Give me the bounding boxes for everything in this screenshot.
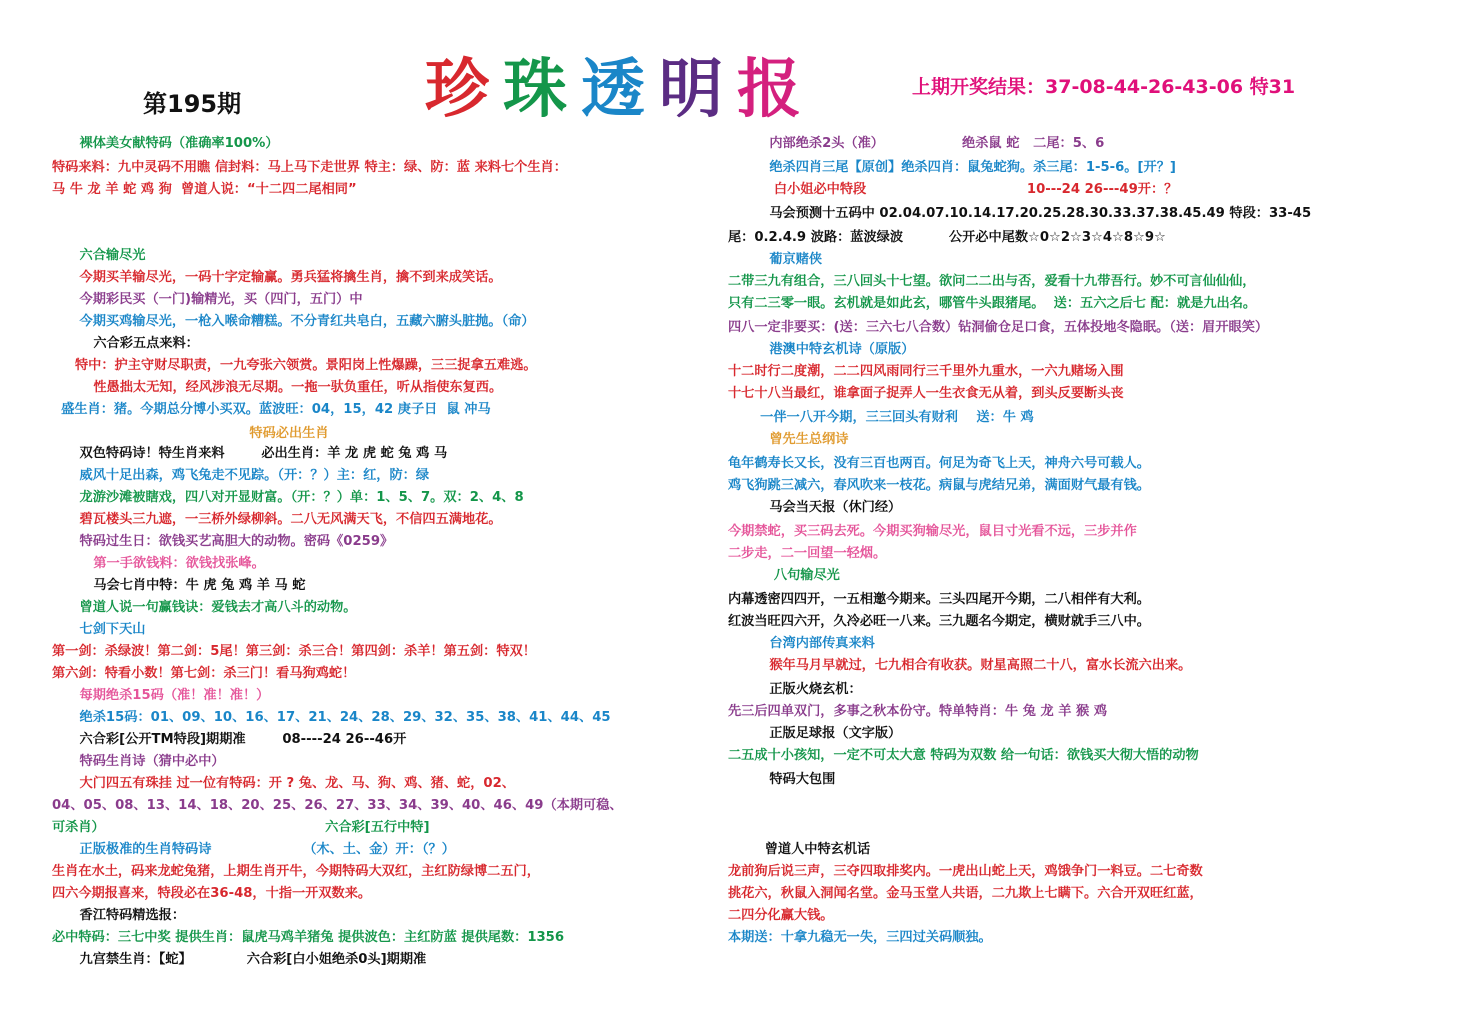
right-text-line: 马会预测十五码中 02.04.07.10.14.17.20.25.28.30.33.37.38.45.49 特段：33-45 xyxy=(728,206,1312,221)
left-text-line: 性愚拙太无知，经风涉浪无尽期。一拖一驮负重任，听从指使东复西。 xyxy=(52,380,503,395)
left-text-line: 特中：护主守财尽职责，一九夸张六领赏。景阳岗上性爆躁，三三捉拿五难逃。 xyxy=(52,358,537,373)
left-text-line: 每期绝杀15码（准！准！准！） xyxy=(52,688,270,703)
right-text-line: 曾先生总纲诗 xyxy=(728,432,849,447)
left-text-line: 六合彩五点来料： xyxy=(52,336,199,351)
left-text-line: 今期买羊输尽光，一码十字定输赢。勇兵猛将擒生肖，擒不到来成笑话。 xyxy=(52,270,502,285)
newspaper-title xyxy=(425,38,815,130)
left-text-line: 绝杀15码：01、09、10、16、17、21、24、28、29、32、35、38、41、44、45 xyxy=(52,710,611,725)
last-draw-result: 上期开奖结果：37-08-44-26-43-06 特31 xyxy=(912,76,1296,98)
left-text-line: 威风十足出森，鸡飞兔走不见踪。（开：？）主：红，防：绿 xyxy=(52,468,430,483)
left-text-line: 今期买鸡输尽光，一枪入喉命糟糕。不分青红共皂白，五藏六腑头脏抛。（命） xyxy=(52,314,535,329)
left-text-line: 裸体美女献特码（准确率100%） xyxy=(52,136,279,151)
title-char-2: 珠 xyxy=(503,52,569,127)
right-text-line: 尾：0.2.4.9 波路：蓝波绿波 公开必中尾数☆0☆2☆3☆4☆8☆9☆ xyxy=(728,230,1166,245)
right-text-line: 二步走，二一回望一轻烟。 xyxy=(728,546,887,561)
right-text-line: 龙前狗后说三声，三夺四取排奖内。一虎出山蛇上天，鸡饿争门一料豆。二七奇数 xyxy=(728,864,1203,879)
left-text-line: 特码生肖诗（猜中必中） xyxy=(52,754,225,769)
right-text-line: 内部绝杀2头（准） 绝杀鼠 蛇 二尾：5、6 xyxy=(728,136,1105,151)
left-text-line: 特码必出生肖 xyxy=(52,426,329,441)
left-text-line: 双色特码诗！特生肖来料 必出生肖：羊 龙 虎 蛇 兔 鸡 马 xyxy=(52,446,448,461)
right-text-line: 十七十八当最红，谁拿面子捉弄人一生衣食无从着，到头反要断头丧 xyxy=(728,386,1124,401)
right-text-line: 先三后四单双门，多事之秋本份守。特单特肖：牛 兔 龙 羊 猴 鸡 xyxy=(728,704,1108,719)
left-text-line: 七剑下天山 xyxy=(52,622,146,637)
left-text-line: 龙游沙滩被瞎戏，四八对开显财富。（开：？）单：1、5、7。双：2、4、8 xyxy=(52,490,524,505)
right-text-line: 马会当天报（休门经） xyxy=(728,500,902,515)
right-text-line: 四八一定非要买：(送：三六七八合数）钻洞偷仓足口食，五体投地冬隐眠。（送：眉开眼笑） xyxy=(728,320,1269,335)
left-text-line: 六合输尽光 xyxy=(52,248,146,263)
left-text-line: 碧瓦楼头三九遮，一三桥外绿柳斜。二八无风满天飞，不信四五满地花。 xyxy=(52,512,502,527)
left-text-line: 大门四五有珠挂 过一位有特码：开 ? 兔、龙、马、狗、鸡、猪、蛇，02、 xyxy=(52,776,515,791)
title-char-1: 珍 xyxy=(425,52,491,127)
left-text-line: 可杀肖） 六合彩[五行中特] xyxy=(52,820,430,835)
left-text-line: 第一手欲钱料：欲钱找张峰。 xyxy=(52,556,265,571)
right-text-line: 龟年鹤寿长又长，没有三百也两百。何足为奇飞上天，神舟六号可载人。 xyxy=(728,456,1150,471)
left-text-line: 特码来料：九中灵码不用瞧 信封料：马上马下走世界 特主：绿、防：蓝 来料七个生肖： xyxy=(52,160,567,175)
left-text-line: 第一剑：杀绿波！第二剑：5尾！第三剑：杀三合！第四剑：杀羊！第五剑：特双！ xyxy=(52,644,536,659)
issue-number: 第195期 xyxy=(143,90,242,118)
right-text-line: 港澳中特玄机诗（原版） xyxy=(728,342,915,357)
left-text-line: 必中特码：三七中奖 提供生肖：鼠虎马鸡羊猪兔 提供波色：主红防蓝 提供尾数：1356 xyxy=(52,930,565,945)
right-text-line: 正版足球报（文字版） xyxy=(728,726,902,741)
left-text-line: 马 牛 龙 羊 蛇 鸡 狗 曾道人说：“十二四二尾相同” xyxy=(52,182,357,197)
right-text-line: 红波当旺四六开，久冷必旺一八来。三九题名今期定，横财就手三八中。 xyxy=(728,614,1150,629)
title-char-5: 报 xyxy=(737,52,803,127)
right-text-line: 内幕透密四四开，一五相邀今期来。三头四尾开今期，二八相伴有大利。 xyxy=(728,592,1150,607)
right-text-line: 猴年马月早就过，七九相合有收获。财星高照二十八，富水长流六出来。 xyxy=(728,658,1192,673)
right-text-line: 本期送：十拿九稳无一失，三四过关码顺独。 xyxy=(728,930,992,945)
right-text-line: 正版火烧玄机： xyxy=(728,682,862,697)
right-text-line: 鸡飞狗跳三减六，春风吹来一枝花。病鼠与虎结兄弟，满面财气最有钱。 xyxy=(728,478,1150,493)
left-text-line: 马会七肖中特：牛 虎 兔 鸡 羊 马 蛇 xyxy=(52,578,306,593)
left-text-line: 盛生肖：猪。今期总分博小买双。蓝波旺：04，15，42 庚子日 鼠 冲马 xyxy=(52,402,491,417)
right-text-line: 白小姐必中特段 10---24 26---49开：？ xyxy=(728,182,1178,197)
title-char-3: 透 xyxy=(581,52,647,127)
left-text-line: 正版极准的生肖特码诗 （木、土、金）开：（？） xyxy=(52,842,455,857)
right-text-line: 曾道人中特玄机话 xyxy=(728,842,871,857)
left-text-line: 特码过生日：欲钱买艺高胆大的动物。密码《0259》 xyxy=(52,534,394,549)
right-text-line: 二四分化赢大钱。 xyxy=(728,908,834,923)
left-text-line: 四六今期报喜来，特段必在36-48，十指一开双数来。 xyxy=(52,886,372,901)
left-text-line: 香江特码精选报： xyxy=(52,908,186,923)
left-text-line: 曾道人说一句赢钱诀：爱钱去才高八斗的动物。 xyxy=(52,600,357,615)
right-text-line: 葡京赌侠 xyxy=(728,252,823,267)
left-text-line: 第六剑：特看小数！第七剑：杀三门！看马狗鸡蛇！ xyxy=(52,666,356,681)
left-text-line: 六合彩[公开TM特段]期期准 08----24 26--46开 xyxy=(52,732,407,747)
right-text-line: 今期禁蛇，买三码去死。今期买狗输尽光，鼠目寸光看不远，三步并作 xyxy=(728,524,1137,539)
right-text-line: 二五成十小孩知，一定不可太大意 特码为双数 给一句话：欲钱买大彻大悟的动物 xyxy=(728,748,1199,763)
right-text-line: 八句输尽光 xyxy=(728,568,840,583)
right-text-line: 特码大包围 xyxy=(728,772,836,787)
left-text-line: 今期彩民买（一门)输精光，买（四门，五门）中 xyxy=(52,292,363,307)
right-text-line: 十二时行二度潮，二二四风雨同行三千里外九重水，一六九赌场入围 xyxy=(728,364,1124,379)
right-text-line: 一伴一八开今期，三三回头有财利 送：牛 鸡 xyxy=(728,410,1034,425)
left-text-line: 04、05、08、13、14、18、20、25、26、27、33、34、39、40、46、49（本期可稳、 xyxy=(52,798,623,813)
right-text-line: 绝杀四肖三尾【原创】绝杀四肖：鼠兔蛇狗。杀三尾：1-5-6。[开？] xyxy=(728,160,1176,175)
title-char-4: 明 xyxy=(659,52,725,127)
right-text-line: 二带三九有组合，三八回头十七望。欲问二二出与否，爱看十九带吾行。妙不可言仙仙仙， xyxy=(728,274,1256,289)
right-text-line: 只有二三零一眼。玄机就是如此玄，哪管牛头跟猪尾。 送：五六之后七 配：就是九出名。 xyxy=(728,296,1257,311)
left-text-line: 九宫禁生肖：【蛇】 六合彩[白小姐绝杀0头]期期准 xyxy=(52,952,427,967)
left-text-line: 生肖在水土，码来龙蛇兔猪，上期生肖开牛，今期特码大双红，主红防绿博二五门， xyxy=(52,864,540,879)
right-text-line: 台湾内部传真来料 xyxy=(728,636,875,651)
right-text-line: 挑花六，秋鼠入洞闻名堂。金马玉堂人共语，二九欺上七瞒下。六合开双旺红蓝， xyxy=(728,886,1203,901)
